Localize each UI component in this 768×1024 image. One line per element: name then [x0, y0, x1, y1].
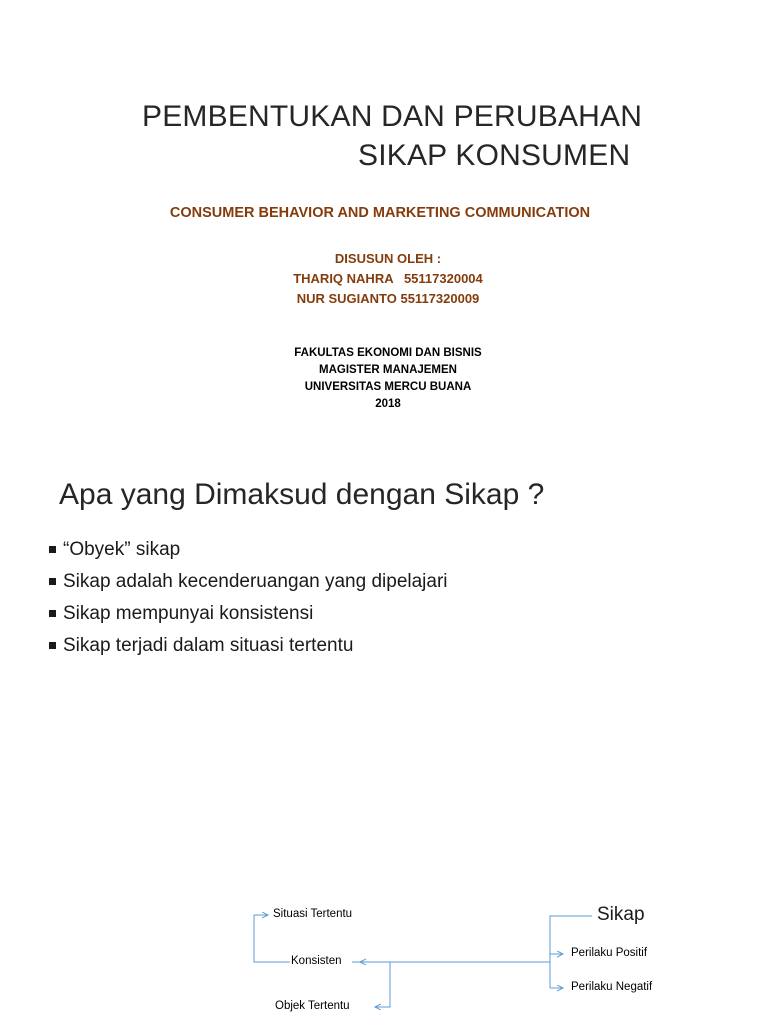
attitude-diagram [0, 440, 768, 1024]
diagram-label-positif: Perilaku Positif [571, 947, 648, 959]
bullet-text: “Obyek” sikap [63, 539, 181, 560]
bullet-text: Sikap mempunyai konsistensi [63, 603, 314, 624]
author-2: NUR SUGIANTO 55117320009 [296, 291, 480, 306]
diagram-label-sikap: Sikap [597, 904, 645, 925]
connector-objek [352, 962, 390, 1007]
slide-title-line-1: PEMBENTUKAN DAN PERUBAHAN [142, 100, 643, 133]
slide-subtitle: CONSUMER BEHAVIOR AND MARKETING COMMUNICATION [169, 205, 591, 221]
slide-title-line-2: SIKAP KONSUMEN [358, 139, 631, 172]
connector-situasi [254, 915, 290, 962]
author-1: THARIQ NAHRA 55117320004 [293, 271, 483, 286]
faculty-line-3: UNIVERSITAS MERCU BUANA [304, 381, 472, 393]
diagram-connectors [0, 440, 768, 1024]
slide-definition [0, 440, 768, 1024]
diagram-label-situasi: Situasi Tertentu [273, 908, 353, 920]
faculty-line-2: MAGISTER MANAJEMEN [318, 364, 457, 376]
diagram-label-konsisten: Konsisten [291, 955, 342, 967]
faculty-block [0, 345, 768, 413]
bullet-text: Sikap adalah kecenderuangan yang dipelajari [63, 571, 448, 592]
faculty-line-4: 2018 [375, 398, 401, 410]
faculty-line-1: FAKULTAS EKONOMI DAN BISNIS [294, 347, 482, 359]
diagram-label-objek: Objek Tertentu [275, 1000, 350, 1012]
authors-block [0, 249, 768, 309]
bullet-text: Sikap terjadi dalam situasi tertentu [63, 635, 354, 656]
slide-title [0, 0, 768, 440]
authors-heading: DISUSUN OLEH : [334, 251, 442, 266]
slide-2-title: Apa yang Dimaksud dengan Sikap ? [59, 478, 545, 511]
diagram-label-negatif: Perilaku Negatif [571, 981, 653, 993]
